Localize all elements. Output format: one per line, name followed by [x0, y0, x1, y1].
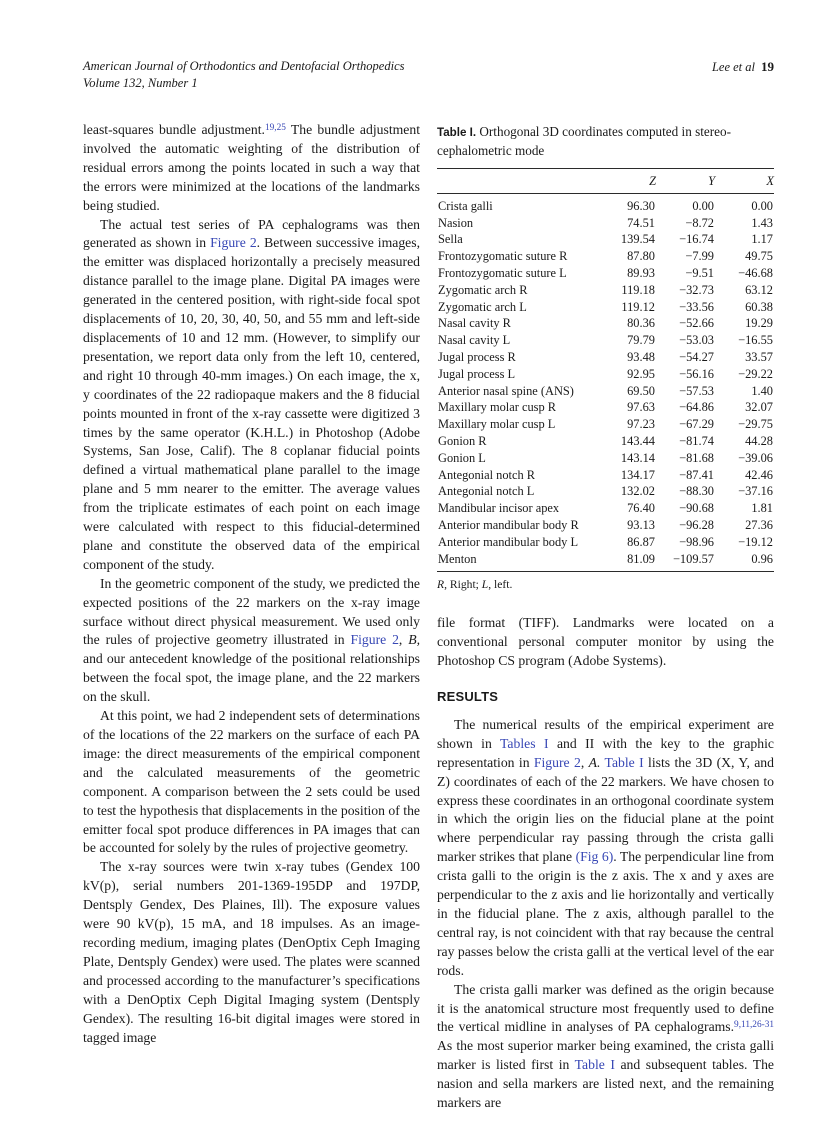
z-value-cell: 80.36: [627, 316, 655, 331]
page-number: 19: [761, 59, 774, 74]
cross-reference-link[interactable]: Figure 2: [350, 632, 399, 648]
text-run: A.: [588, 754, 601, 770]
text-run: L: [481, 578, 489, 592]
landmark-cell: Anterior mandibular body R: [438, 517, 579, 532]
y-value-cell: −8.72: [685, 215, 714, 230]
landmark-cell: Antegonial notch L: [438, 484, 535, 499]
table-1-label: Table I.: [437, 126, 477, 139]
z-value-cell: 74.51: [627, 215, 655, 230]
landmark-cell: Frontozygomatic suture R: [438, 249, 568, 264]
x-value-cell: 63.12: [745, 282, 773, 297]
y-value-cell: −67.29: [679, 417, 714, 432]
text-run: and II with the key to the graphic representation in: [437, 735, 774, 770]
landmark-cell: Gonion R: [438, 433, 487, 448]
text-run: lists the 3D (X, Y, and Z) coordinates of each of the 22 markers. We have chosen to express these coordinates in an orthogonal coordinate system in which the origin lies on the fiducial plane at the point where perpendicular ray passing through the crista galli marker strikes that plane: [437, 754, 774, 865]
x-value-cell: 42.46: [745, 467, 773, 482]
table-row: [437, 500, 774, 517]
table-row: [437, 517, 774, 534]
paragraph: [437, 614, 774, 671]
y-value-cell: −32.73: [679, 282, 714, 297]
landmark-cell: Frontozygomatic suture L: [438, 265, 567, 280]
z-value-cell: 76.40: [627, 501, 655, 516]
y-value-cell: −96.28: [679, 517, 714, 532]
paragraph: [83, 575, 420, 707]
x-value-cell: −39.06: [738, 450, 773, 465]
z-value-cell: 97.23: [627, 417, 655, 432]
z-value-cell: 143.44: [620, 433, 655, 448]
y-value-cell: −109.57: [672, 551, 714, 566]
text-run: The x-ray sources were twin x-ray tubes (Gendex 100 kV(p), serial numbers 201-1369-195DP and 197DP, Dentsply Gendex, Des Plaines, Ill). The exposure values were 90 kV(p), 15 mA, and 18 impulses. As an image-recording medium, imaging plates (DenOptix Ceph Imaging Plate, Dentsply Gendex) were used. The plates were scanned and processed according to the manufacturer’s specifications with a DenOptix Ceph Digital Imaging system (Dentsply Gendex). The resulting 16-bit digital images were stored in tagged image: [83, 859, 420, 1045]
text-run: The actual test series of PA cephalograms was then generated as shown in: [83, 216, 420, 251]
table-row: [437, 332, 774, 349]
x-value-cell: 27.36: [745, 517, 773, 532]
text-run: In the geometric component of the study, we predicted the expected positions of the 22 markers on the x-ray image surface without direct physical measurement. We used only the rules of projective geometry illustrated in: [83, 575, 420, 648]
x-value-cell: −29.22: [738, 366, 773, 381]
table-row: [437, 483, 774, 500]
y-value-cell: −16.74: [679, 232, 714, 247]
table-row: [437, 467, 774, 484]
z-value-cell: 134.17: [620, 467, 655, 482]
z-column-header: Z: [597, 169, 656, 194]
paragraph: [437, 716, 774, 981]
x-column-header: X: [715, 169, 774, 194]
table-row: [437, 315, 774, 332]
table-row: [437, 551, 774, 572]
landmark-cell: Anterior mandibular body L: [438, 534, 579, 549]
landmark-column-header: [437, 169, 597, 194]
cross-reference-link[interactable]: (Fig 6): [575, 849, 614, 865]
cross-reference-link[interactable]: Table I: [574, 1057, 615, 1073]
z-value-cell: 97.63: [627, 400, 655, 415]
text-run: . Between successive images, the emitter was displaced horizontally a precisely measured distance parallel to the image plane. Digital PA images were generated in the centered position, with right-side focal spot displacements of 10, 20, 30, 40, 50, and 55 mm and left-side displacements of 10 and 12 mm. (However, to simplify our presentation, we report data only from the left 10, centered, and right 10 through 40-mm images.) On each image, the x, y coordinates of the 22 radiopaque makers and the 8 fiducial points mounted in front of the x-ray cassette were digitized 3 times by the same operator (K.H.L.) in Photoshop (Adobe Systems, San Jose, Calif). The 8 coplanar fiducial points defined a virtual mathematical plane parallel to the image plane and 5 mm nearer to the emitter. The average values from the triplicate estimates of each point on each image were calculated with respect to this fiducial-determined plane and constitute the observed data of the empirical component of the study.: [83, 235, 420, 572]
table-row: [437, 399, 774, 416]
y-value-cell: 0.00: [692, 198, 714, 213]
cross-reference-link[interactable]: Figure 2: [533, 754, 581, 770]
right-column: [437, 121, 774, 1113]
results-section-heading: RESULTS: [437, 689, 499, 705]
table-row: [437, 215, 774, 232]
x-value-cell: −16.55: [738, 333, 773, 348]
text-run: B,: [408, 632, 420, 648]
table-row: [437, 450, 774, 467]
paragraph: [83, 216, 420, 575]
text-run: R: [437, 578, 445, 592]
landmark-cell: Crista galli: [438, 198, 493, 213]
journal-identification: [83, 58, 405, 91]
left-column: [83, 121, 420, 1113]
table-row: [437, 366, 774, 383]
y-value-cell: −54.27: [679, 349, 714, 364]
landmark-cell: Menton: [438, 551, 477, 566]
journal-title: American Journal of Orthodontics and Dentofacial Orthopedics: [83, 59, 405, 73]
text-run: The crista galli marker was defined as the origin because it is the anatomical structure most frequently used to define the vertical midline in analyses of PA cephalograms.: [437, 981, 774, 1035]
y-value-cell: −7.99: [685, 249, 714, 264]
z-value-cell: 81.09: [627, 551, 655, 566]
paragraph: [83, 858, 420, 1047]
table-row: [437, 433, 774, 450]
text-run: As the most superior marker being examined, the crista galli marker is listed first in: [437, 1038, 774, 1073]
y-value-cell: −81.74: [679, 433, 714, 448]
z-value-cell: 87.80: [627, 249, 655, 264]
text-run: The bundle adjustment involved the automatic weighting of the distribution of residual errors among the points located in such a way that the errors were minimized at the locations of the landmarks being studied.: [83, 122, 420, 213]
table-row: [437, 383, 774, 400]
z-value-cell: 96.30: [627, 198, 655, 213]
x-value-cell: 19.29: [745, 316, 773, 331]
z-value-cell: 89.93: [627, 265, 655, 280]
landmark-cell: Sella: [438, 232, 463, 247]
cross-reference-link[interactable]: Figure 2: [210, 235, 257, 251]
table-1-head: [437, 169, 774, 194]
text-run: least-squares bundle adjustment.: [83, 122, 265, 137]
y-value-cell: −88.30: [679, 484, 714, 499]
paragraph: [83, 121, 420, 216]
y-column-header: Y: [656, 169, 715, 194]
y-value-cell: −87.41: [679, 467, 714, 482]
two-column-body: [0, 91, 838, 1113]
table-row: [437, 193, 774, 214]
y-value-cell: −33.56: [679, 299, 714, 314]
table-row: [437, 265, 774, 282]
y-value-cell: −98.96: [679, 534, 714, 549]
z-value-cell: 143.14: [620, 450, 655, 465]
table-row: [437, 416, 774, 433]
z-value-cell: 119.12: [621, 299, 655, 314]
y-value-cell: −9.51: [685, 265, 714, 280]
x-value-cell: 32.07: [745, 400, 773, 415]
x-value-cell: −37.16: [738, 484, 773, 499]
z-value-cell: 86.87: [627, 534, 655, 549]
y-value-cell: −81.68: [679, 450, 714, 465]
paragraph: [83, 707, 420, 858]
table-row: [437, 299, 774, 316]
author-page-block: [712, 58, 774, 76]
table-1-footnote: [437, 578, 774, 592]
table-1-block: [437, 123, 774, 592]
x-value-cell: 1.43: [751, 215, 773, 230]
x-value-cell: 1.40: [751, 383, 773, 398]
landmark-cell: Jugal process R: [438, 349, 516, 364]
x-value-cell: 0.00: [751, 198, 773, 213]
z-value-cell: 132.02: [620, 484, 655, 499]
text-run: , Right;: [444, 578, 482, 592]
y-value-cell: −56.16: [679, 366, 714, 381]
x-value-cell: 1.81: [751, 501, 773, 516]
x-value-cell: 1.17: [751, 232, 773, 247]
y-value-cell: −53.03: [679, 333, 714, 348]
running-authors: Lee et al: [711, 60, 755, 74]
z-value-cell: 93.48: [627, 349, 655, 364]
table-row: [437, 231, 774, 248]
table-1-title-text: Orthogonal 3D coordinates computed in stereo-cephalometric mode: [437, 124, 731, 158]
journal-volume: Volume 132, Number 1: [83, 75, 198, 90]
text-run: ,: [580, 754, 589, 770]
z-value-cell: 93.13: [627, 517, 655, 532]
z-value-cell: 69.50: [627, 383, 655, 398]
z-value-cell: 119.18: [621, 282, 655, 297]
citation-superscript[interactable]: 19,25: [264, 123, 286, 133]
table-1-caption: [437, 123, 774, 159]
paragraph: [437, 981, 774, 1113]
x-value-cell: 44.28: [745, 433, 773, 448]
table-row: [437, 534, 774, 551]
text-run: At this point, we had 2 independent sets of determinations of the locations of the 22 markers on the surface of each PA image: the direct measurements of the empirical component and the calculated measurements of the geometric component. A comparison between the 2 sets could be used to test the hypothesis that displacements in the position of the emitter focal spot produce differences in PA images that can be accounted for solely by the rules of projective geometry.: [83, 708, 420, 856]
table-row: [437, 349, 774, 366]
landmark-cell: Gonion L: [438, 450, 486, 465]
table-1-body: [437, 193, 774, 572]
text-run: file format (TIFF). Landmarks were located on a conventional personal computer monitor by using the Photoshop CS program (Adobe Systems).: [437, 615, 774, 669]
table-1-header-row: [437, 169, 774, 194]
landmark-cell: Nasal cavity L: [438, 333, 511, 348]
x-value-cell: 33.57: [745, 349, 773, 364]
x-value-cell: 49.75: [745, 249, 773, 264]
text-run: The numerical results of the empirical experiment are shown in: [437, 716, 774, 751]
running-head: [0, 0, 838, 91]
landmark-cell: Maxillary molar cusp R: [438, 400, 557, 415]
landmark-cell: Antegonial notch R: [438, 467, 536, 482]
z-value-cell: 139.54: [620, 232, 655, 247]
results-section-text: [437, 716, 774, 1113]
cross-reference-link[interactable]: Table I: [604, 754, 644, 770]
cross-reference-link[interactable]: Tables I: [500, 735, 549, 751]
table-row: [437, 248, 774, 265]
landmark-cell: Zygomatic arch R: [438, 282, 528, 297]
landmark-cell: Maxillary molar cusp L: [438, 417, 556, 432]
y-value-cell: −90.68: [679, 501, 714, 516]
y-value-cell: −52.66: [679, 316, 714, 331]
landmark-cell: Nasal cavity R: [438, 316, 511, 331]
y-value-cell: −64.86: [679, 400, 714, 415]
x-value-cell: −46.68: [738, 265, 773, 280]
citation-superscript[interactable]: 9,11,26-31: [734, 1020, 774, 1031]
table-row: [437, 282, 774, 299]
text-run: , left.: [488, 578, 513, 592]
x-value-cell: 0.96: [751, 551, 773, 566]
landmark-cell: Zygomatic arch L: [438, 299, 527, 314]
text-run: and our antecedent knowledge of the positional relationships between the focal spot, the image plane, and the 22 markers on the skull.: [83, 651, 420, 705]
z-value-cell: 79.79: [627, 333, 655, 348]
text-run: ,: [398, 632, 409, 648]
text-run: . The perpendicular line from crista galli to the origin is the z axis. The x and y axes are perpendicular to the z axis and lie horizontally and vertically in the fiducial plane. The z axis, although parallel to the central ray, is not coincident with that ray because the central ray passes below the crista galli at the vertical level of the ear rods.: [437, 849, 774, 978]
x-value-cell: −29.75: [738, 417, 773, 432]
x-value-cell: −19.12: [738, 534, 773, 549]
landmark-cell: Nasion: [438, 215, 474, 230]
text-run: and subsequent tables. The nasion and sella markers are listed next, and the remaining markers are: [437, 1057, 774, 1111]
table-1: [437, 168, 774, 572]
y-value-cell: −57.53: [679, 383, 714, 398]
z-value-cell: 92.95: [627, 366, 655, 381]
right-column-intro-text: [437, 614, 774, 671]
landmark-cell: Jugal process L: [438, 366, 516, 381]
x-value-cell: 60.38: [745, 299, 773, 314]
landmark-cell: Mandibular incisor apex: [438, 501, 560, 516]
landmark-cell: Anterior nasal spine (ANS): [438, 383, 574, 398]
